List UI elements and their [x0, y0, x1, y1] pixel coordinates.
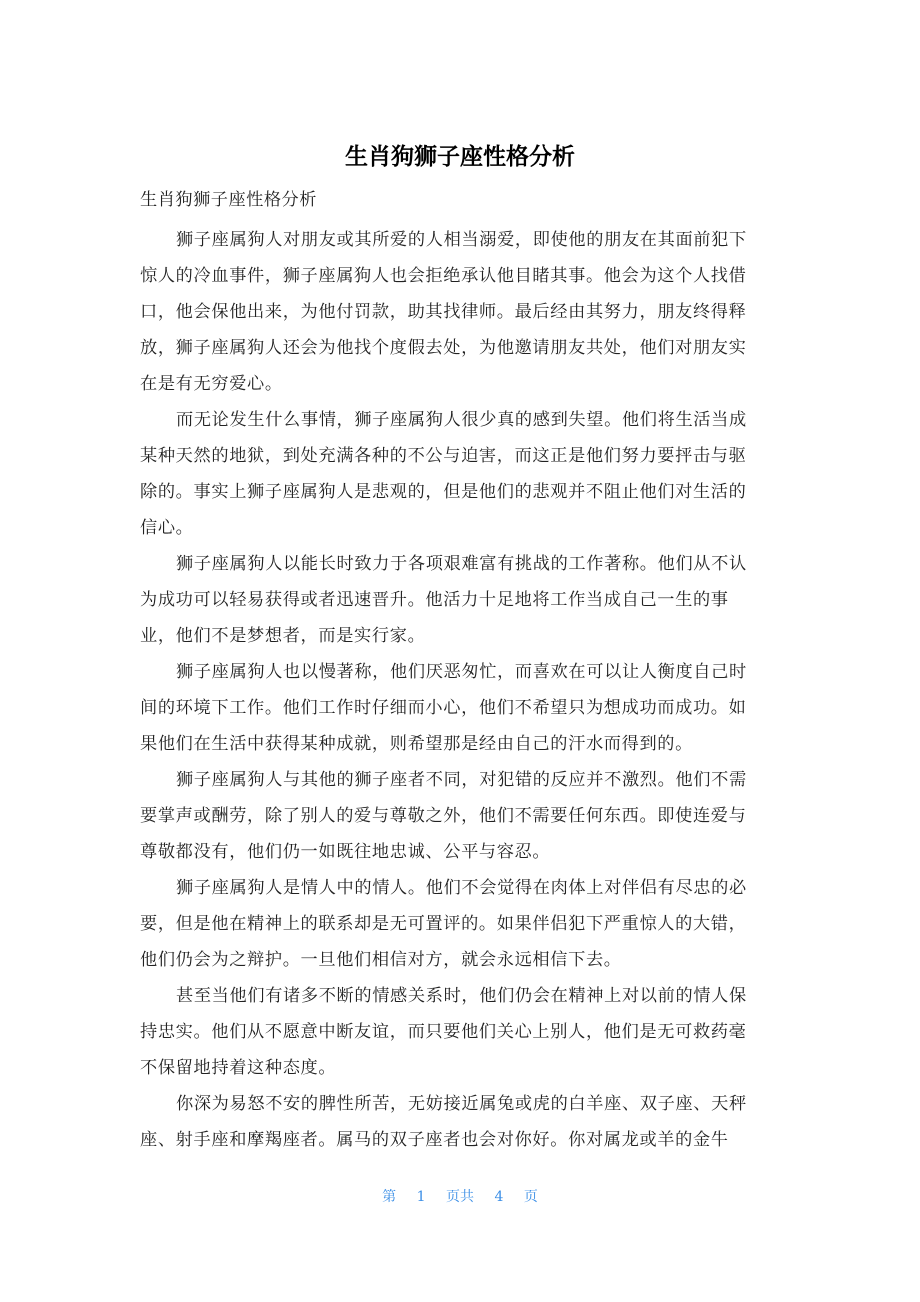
text-line: 狮子座属狗人以能长时致力于各项艰难富有挑战的工作著称。他们从不认 — [176, 554, 747, 574]
text-line: 口，他会保他出来，为他付罚款，助其找律师。最后经由其努力，朋友终得释 — [140, 302, 747, 322]
text-line: 放，狮子座属狗人还会为他找个度假去处，为他邀请朋友共处，他们对朋友实 — [140, 338, 747, 358]
text-line: 要掌声或酬劳，除了别人的爱与尊敬之外，他们不需要任何东西。即使连爱与 — [140, 806, 747, 826]
text-line: 狮子座属狗人是情人中的情人。他们不会觉得在肉体上对伴侣有尽忠的必 — [176, 878, 747, 898]
footer-suffix: 页 — [523, 1189, 538, 1205]
paragraph-8 — [140, 1086, 774, 1158]
text-line: 除的。事实上狮子座属狗人是悲观的，但是他们的悲观并不阻止他们对生活的 — [140, 482, 747, 502]
text-line: 某种天然的地狱，到处充满各种的不公与迫害，而这正是他们努力要抨击与驱 — [140, 446, 747, 466]
text-line: 甚至当他们有诸多不断的情感关系时，他们仍会在精神上对以前的情人保 — [176, 986, 747, 1006]
paragraph-2 — [140, 402, 774, 546]
text-line: 间的环境下工作。他们工作时仔细而小心，他们不希望只为想成功而成功。如 — [140, 698, 747, 718]
text-line: 他们仍会为之辩护。一旦他们相信对方，就会永远相信下去。 — [140, 950, 622, 970]
page-number-footer — [0, 1186, 920, 1206]
footer-middle: 页共 — [446, 1189, 474, 1205]
text-line: 信心。 — [140, 518, 194, 538]
text-line: 为成功可以轻易获得或者迅速晋升。他活力十足地将工作当成自己一生的事 — [140, 590, 729, 610]
paragraph-6 — [140, 870, 774, 978]
document-subtitle: 生肖狗狮子座性格分析 — [140, 190, 317, 210]
text-line: 业，他们不是梦想者，而是实行家。 — [140, 626, 426, 646]
text-line: 狮子座属狗人与其他的狮子座者不同，对犯错的反应并不激烈。他们不需 — [176, 770, 747, 790]
text-line: 座、射手座和摩羯座者。属马的双子座者也会对你好。你对属龙或羊的金牛 — [140, 1130, 729, 1150]
text-line: 惊人的冷血事件，狮子座属狗人也会拒绝承认他目睹其事。他会为这个人找借 — [140, 266, 747, 286]
text-line: 不保留地持着这种态度。 — [140, 1058, 337, 1078]
total-page-count: 4 — [494, 1189, 504, 1205]
text-line: 狮子座属狗人也以慢著称，他们厌恶匆忙，而喜欢在可以让人衡度自己时 — [176, 662, 747, 682]
text-line: 你深为易怒不安的脾性所苦，无妨接近属兔或虎的白羊座、双子座、天秤 — [176, 1094, 747, 1114]
paragraph-1 — [140, 222, 774, 402]
document-title: 生肖狗狮子座性格分析 — [345, 144, 575, 170]
paragraph-7 — [140, 978, 774, 1086]
text-line: 狮子座属狗人对朋友或其所爱的人相当溺爱，即使他的朋友在其面前犯下 — [176, 230, 747, 250]
footer-prefix: 第 — [382, 1189, 397, 1205]
paragraph-4 — [140, 654, 774, 762]
text-line: 尊敬都没有，他们仍一如既往地忠诚、公平与容忍。 — [140, 842, 551, 862]
text-line: 要，但是他在精神上的联系却是无可置评的。如果伴侣犯下严重惊人的大错， — [140, 914, 747, 934]
text-line: 持忠实。他们从不愿意中断友谊，而只要他们关心上别人，他们是无可救药毫 — [140, 1022, 747, 1042]
current-page-number: 1 — [416, 1189, 426, 1205]
text-line: 在是有无穷爱心。 — [140, 374, 283, 394]
document-body — [140, 186, 774, 1158]
paragraph-5 — [140, 762, 774, 870]
paragraph-3 — [140, 546, 774, 654]
text-line: 而无论发生什么事情，狮子座属狗人很少真的感到失望。他们将生活当成 — [176, 410, 747, 430]
text-line: 果他们在生活中获得某种成就，则希望那是经由自己的汗水而得到的。 — [140, 734, 693, 754]
